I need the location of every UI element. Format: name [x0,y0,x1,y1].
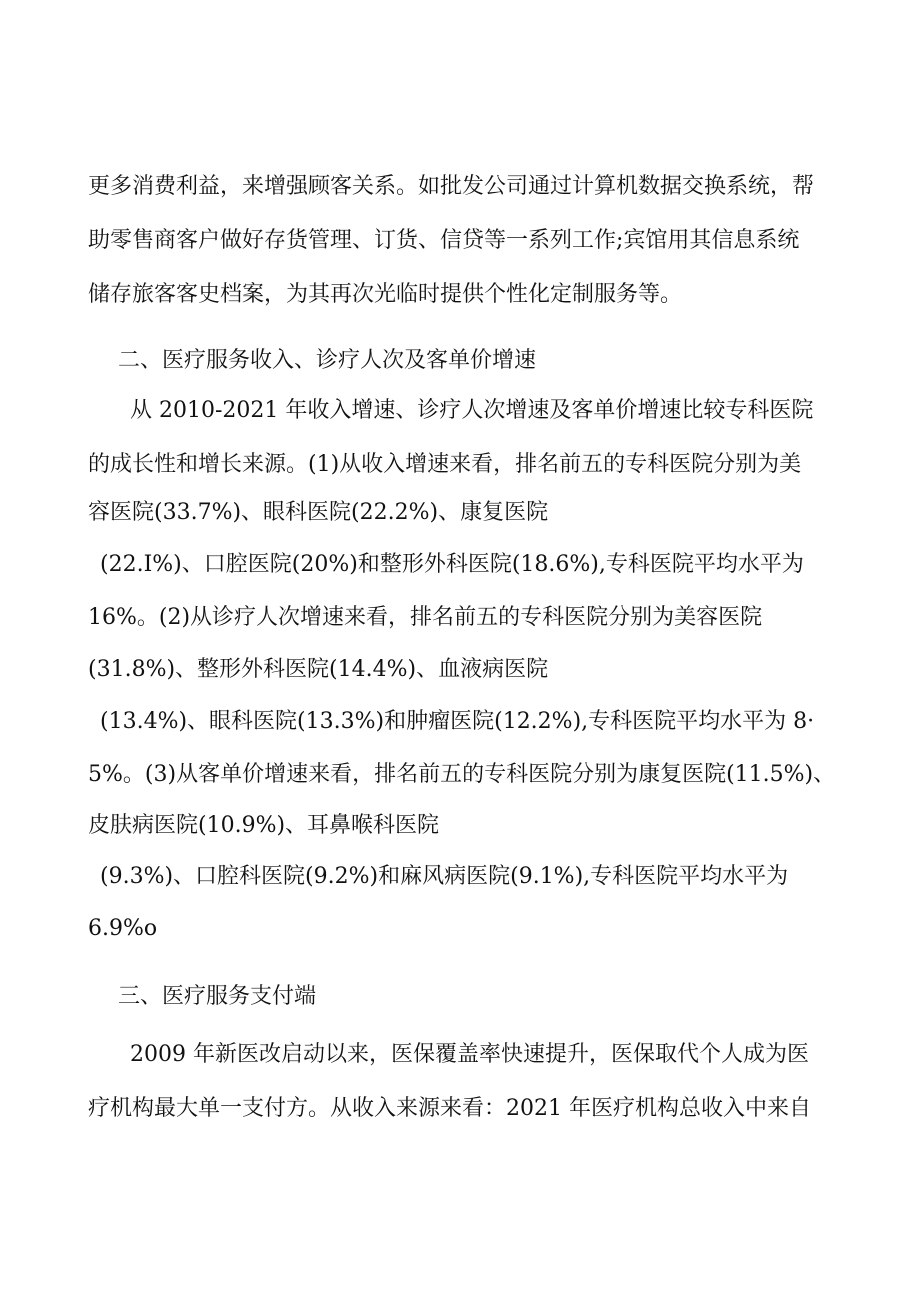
paragraph-line: (22.I%)、口腔医院(20%)和整形外科医院(18.6%),专科医院平均水平为 [100,552,804,577]
section-heading: 二、医疗服务收入、诊疗人次及客单价增速 [118,348,537,373]
paragraph-line: 2009 年新医改启动以来，医保覆盖率快速提升，医保取代个人成为医 [130,1042,809,1067]
paragraph-line: 6.9%o [88,916,158,941]
paragraph-line: 5%。(3)从客单价增速来看，排名前五的专科医院分别为康复医院(11.5%)、 [88,762,836,787]
paragraph-line: 皮肤病医院(10.9%)、耳鼻喉科医院 [88,813,440,838]
paragraph-line: 容医院(33.7%)、眼科医院(22.2%)、康复医院 [88,500,549,525]
paragraph-line: (9.3%)、口腔科医院(9.2%)和麻风病医院(9.1%),专科医院平均水平为 [100,864,789,889]
paragraph-line: 更多消费利益，来增强顾客关系。如批发公司通过计算机数据交换系统，帮 [88,174,815,199]
section-heading: 三、医疗服务支付端 [118,984,317,1009]
paragraph-line: 从 2010-2021 年收入增速、诊疗人次增速及客单价增速比较专科医院 [130,398,814,423]
paragraph-line: (13.4%)、眼科医院(13.3%)和肿瘤医院(12.2%),专科医院平均水平为 8· [100,709,815,734]
paragraph-line: 的成长性和增长来源。(1)从收入增速来看，排名前五的专科医院分别为美 [88,452,802,477]
paragraph-line: 16%。(2)从诊疗人次增速来看，排名前五的专科医院分别为美容医院 [88,605,763,630]
paragraph-line: (31.8%)、整形外科医院(14.4%)、血液病医院 [88,657,549,682]
paragraph-line: 助零售商客户做好存货管理、订货、信贷等一系列工作;宾馆用其信息系统 [88,228,800,253]
paragraph-line: 疗机构最大单一支付方。从收入来源来看：2021 年医疗机构总收入中来自 [88,1096,811,1121]
paragraph-line: 储存旅客客史档案，为其再次光临时提供个性化定制服务等。 [88,282,683,307]
